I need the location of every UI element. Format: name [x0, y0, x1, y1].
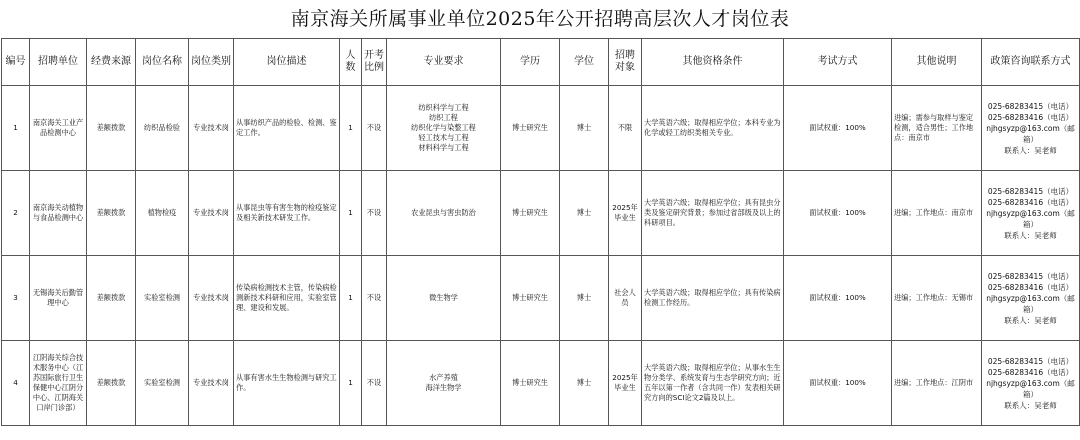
cell-count: 1 — [340, 341, 362, 426]
cell-major: 水产养殖 海洋生物学 — [387, 341, 501, 426]
page-title: 南京海关所属事业单位2025年公开招聘高层次人才岗位表 — [290, 8, 790, 30]
cell-category: 专业技术岗 — [189, 171, 234, 256]
cell-category: 专业技术岗 — [189, 341, 234, 426]
cell-degree: 博士 — [560, 86, 609, 171]
cell-desc: 传染病检测技术主管，传染病检测新技术科研和应用，实验室管理、建设和发展。 — [234, 256, 340, 341]
cell-degree: 博士 — [560, 341, 609, 426]
cell-unit: 南京海关工业产品检测中心 — [30, 86, 87, 171]
cell-desc: 从事纺织产品的检验、检测、鉴定工作。 — [234, 86, 340, 171]
cell-target: 不限 — [609, 86, 642, 171]
cell-contact: 025-68283415（电话） 025-68283416（电话） njhgsyzp@163.com（邮箱） 联系人：吴老师 — [982, 256, 1080, 341]
header-cell: 其他说明 — [892, 39, 982, 86]
cell-target: 2025年毕业生 — [609, 171, 642, 256]
cell-qual: 大学英语六级；取得相应学位；从事水生生物分类学、系统发育与生态学研究方向；近五年以第一作者（含共同一作）发表相关研究方向的SCI论文2篇及以上。 — [642, 341, 784, 426]
cell-degree: 博士 — [560, 171, 609, 256]
table-row — [2, 171, 1080, 256]
cell-contact: 025-68283415（电话） 025-68283416（电话） njhgsyzp@163.com（邮箱） 联系人：吴老师 — [982, 171, 1080, 256]
cell-funding: 差额拨款 — [87, 256, 136, 341]
cell-edu: 博士研究生 — [501, 256, 560, 341]
cell-exam: 面试权重：100% — [784, 256, 892, 341]
cell-post: 植物检疫 — [136, 171, 189, 256]
cell-edu: 博士研究生 — [501, 171, 560, 256]
cell-ratio: 不设 — [362, 171, 387, 256]
cell-note: 进编；工作地点：江阴市 — [892, 341, 982, 426]
cell-funding: 差额拨款 — [87, 86, 136, 171]
header-cell: 岗位描述 — [234, 39, 340, 86]
header-cell: 专业要求 — [387, 39, 501, 86]
header-cell: 招聘单位 — [30, 39, 87, 86]
cell-post: 实验室检测 — [136, 341, 189, 426]
header-cell: 考试方式 — [784, 39, 892, 86]
cell-qual: 大学英语六级；取得相应学位；本科专业为化学或轻工纺织类相关专业。 — [642, 86, 784, 171]
cell-ratio: 不设 — [362, 86, 387, 171]
cell-degree: 博士 — [560, 256, 609, 341]
cell-unit: 无锡海关后勤管理中心 — [30, 256, 87, 341]
cell-contact: 025-68283415（电话） 025-68283416（电话） njhgsyzp@163.com（邮箱） 联系人：吴老师 — [982, 86, 1080, 171]
cell-target: 社会人员 — [609, 256, 642, 341]
cell-note: 进编；工作地点：无锡市 — [892, 256, 982, 341]
table-row — [2, 256, 1080, 341]
cell-major: 纺织科学与工程 纺织工程 纺织化学与染整工程 轻工技术与工程 材料科学与工程 — [387, 86, 501, 171]
cell-count: 1 — [340, 171, 362, 256]
cell-qual: 大学英语六级；取得相应学位；具有传染病检测工作经历。 — [642, 256, 784, 341]
cell-no: 2 — [2, 171, 30, 256]
cell-no: 4 — [2, 341, 30, 426]
cell-desc: 从事昆虫等有害生物的检疫鉴定及相关新技术研发工作。 — [234, 171, 340, 256]
cell-funding: 差额拨款 — [87, 341, 136, 426]
header-cell: 岗位名称 — [136, 39, 189, 86]
header-cell: 开考比例 — [362, 39, 387, 86]
table-row — [2, 86, 1080, 171]
cell-ratio: 不设 — [362, 256, 387, 341]
cell-note: 进编；工作地点：南京市 — [892, 171, 982, 256]
header-cell: 学位 — [560, 39, 609, 86]
cell-edu: 博士研究生 — [501, 341, 560, 426]
header-cell: 编号 — [2, 39, 30, 86]
table-row — [2, 341, 1080, 426]
cell-exam: 面试权重：100% — [784, 341, 892, 426]
cell-count: 1 — [340, 86, 362, 171]
header-cell: 经费来源 — [87, 39, 136, 86]
cell-target: 2025年毕业生 — [609, 341, 642, 426]
cell-post: 实验室检测 — [136, 256, 189, 341]
header-cell: 人数 — [340, 39, 362, 86]
cell-category: 专业技术岗 — [189, 86, 234, 171]
cell-ratio: 不设 — [362, 341, 387, 426]
cell-desc: 从事有害水生生物检测与研究工作。 — [234, 341, 340, 426]
cell-major: 微生物学 — [387, 256, 501, 341]
header-cell: 招聘对象 — [609, 39, 642, 86]
cell-unit: 南京海关动植物与食品检测中心 — [30, 171, 87, 256]
cell-unit: 江阴海关综合技术服务中心（江苏国际旅行卫生保健中心江阴分中心、江阴海关口岸门诊部） — [30, 341, 87, 426]
cell-category: 专业技术岗 — [189, 256, 234, 341]
header-cell: 学历 — [501, 39, 560, 86]
cell-no: 3 — [2, 256, 30, 341]
cell-no: 1 — [2, 86, 30, 171]
header-cell: 岗位类别 — [189, 39, 234, 86]
header-cell: 其他资格条件 — [642, 39, 784, 86]
positions-table — [1, 38, 1080, 426]
cell-edu: 博士研究生 — [501, 86, 560, 171]
cell-contact: 025-68283415（电话） 025-68283416（电话） njhgsyzp@163.com（邮箱） 联系人：吴老师 — [982, 341, 1080, 426]
cell-funding: 差额拨款 — [87, 171, 136, 256]
cell-post: 纺织品检验 — [136, 86, 189, 171]
cell-major: 农业昆虫与害虫防治 — [387, 171, 501, 256]
cell-exam: 面试权重：100% — [784, 171, 892, 256]
cell-exam: 面试权重：100% — [784, 86, 892, 171]
header-row — [2, 39, 1080, 86]
cell-qual: 大学英语六级；取得相应学位；具有昆虫分类及鉴定研究背景；参加过省部级及以上的科研项目。 — [642, 171, 784, 256]
header-cell: 政策咨询联系方式 — [982, 39, 1080, 86]
cell-note: 进编；需参与取样与鉴定检测，适合男性；工作地点：南京市 — [892, 86, 982, 171]
cell-count: 1 — [340, 256, 362, 341]
